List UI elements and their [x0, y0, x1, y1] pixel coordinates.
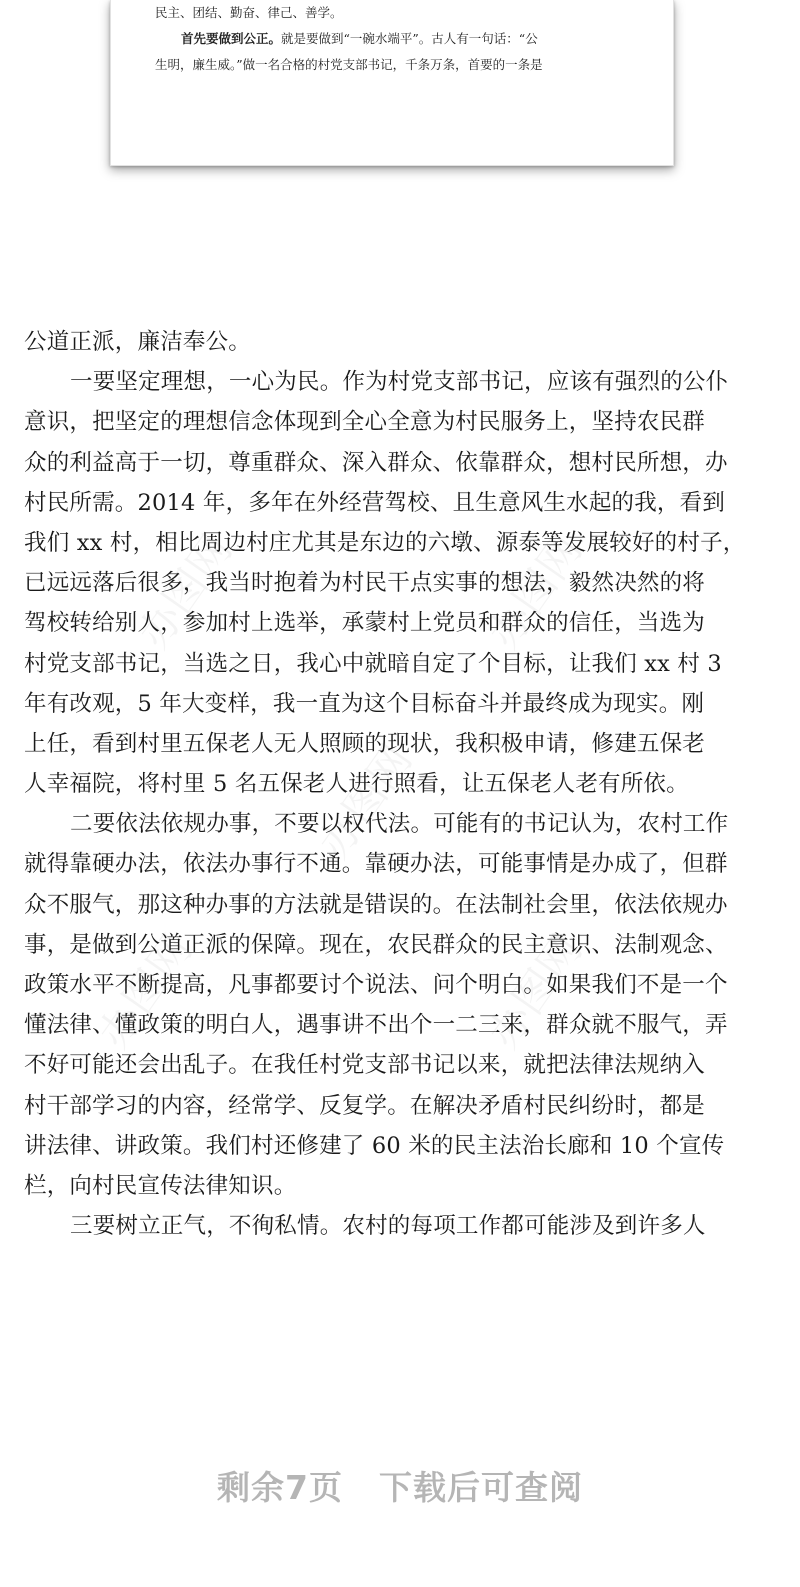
preview-page-card	[110, 0, 674, 166]
body-line: 讲法律、讲政策。我们村还修建了 60 米的民主法治长廊和 10 个宣传	[24, 1132, 725, 1159]
remaining-pages-banner[interactable]	[0, 1462, 800, 1509]
body-line: 栏，向村民宣传法律知识。	[24, 1172, 297, 1199]
body-line: 村党支部书记，当选之日，我心中就暗自定了个目标，让我们 xx 村 3	[24, 650, 722, 677]
body-line: 我们 xx 村，相比周边村庄尤其是东边的六墩、源泰等发展较好的村子，	[24, 529, 746, 556]
body-line: 不好可能还会出乱子。在我任村党支部书记以来，就把法律法规纳入	[24, 1052, 706, 1079]
body-line: 公道正派，廉洁奉公。	[24, 329, 252, 355]
body-line: 懂法律、懂政策的明白人，遇事讲不出个一二三来，群众就不服气，弄	[24, 1012, 728, 1039]
preview-heading-bold: 首先要做到公正。	[181, 31, 282, 46]
body-paragraph-start: 一要坚定理想，一心为民。作为村党支部书记，应该有强烈的公仆	[70, 369, 729, 396]
preview-line-2	[155, 26, 635, 52]
download-to-view-label[interactable]: 下载后可查阅	[378, 1468, 583, 1507]
body-paragraph-start: 三要树立正气，不徇私情。农村的每项工作都可能涉及到许多人	[70, 1213, 706, 1240]
body-line: 已远远落后很多，我当时抱着为村民干点实事的想法，毅然决然的将	[24, 570, 706, 597]
preview-line-3: 生明，廉生威。”做一名合格的村党支部书记，千条万条，首要的一条是	[155, 57, 543, 72]
body-line: 就得靠硬办法，依法办事行不通。靠硬办法，可能事情是办成了，但群	[24, 851, 728, 878]
remaining-pages-label[interactable]: 剩余7页	[217, 1468, 343, 1507]
body-line: 驾校转给别人，参加村上选举，承蒙村上党员和群众的信任，当选为	[24, 610, 706, 637]
body-line: 意识，把坚定的理想信念体现到全心全意为村民服务上，坚持农民群	[24, 409, 706, 436]
preview-text	[155, 0, 635, 78]
body-line: 众的利益高于一切，尊重群众、深入群众、依靠群众，想村民所想，办	[24, 449, 728, 476]
body-line: 政策水平不断提高，凡事都要讨个说法、问个明白。如果我们不是一个	[24, 972, 728, 998]
document-body	[24, 322, 772, 1246]
body-line: 年有改观，5 年大变样，我一直为这个目标奋斗并最终成为现实。刚	[24, 690, 705, 717]
body-line: 上任，看到村里五保老人无人照顾的现状，我积极申请，修建五保老	[24, 730, 706, 757]
body-line: 众不服气，那这种办事的方法就是错误的。在法制社会里，依法依规办	[24, 891, 728, 918]
body-line: 村民所需。2014 年，多年在外经营驾校、且生意风生水起的我，看到	[24, 489, 726, 516]
preview-line-1: 民主、团结、勤奋、律己、善学。	[155, 5, 343, 20]
body-line: 人幸福院，将村里 5 名五保老人进行照看，让五保老人老有所依。	[24, 771, 689, 798]
body-line: 事，是做到公道正派的保障。现在，农民群众的民主意识、法制观念、	[24, 931, 728, 958]
preview-line-2-rest: 就是要做到“一碗水端平”。古人有一句话：“公	[281, 31, 538, 46]
body-paragraph-start: 二要依法依规办事，不要以权代法。可能有的书记认为，农村工作	[70, 811, 729, 838]
body-line: 村干部学习的内容，经常学、反复学。在解决矛盾村民纠纷时，都是	[24, 1092, 706, 1119]
